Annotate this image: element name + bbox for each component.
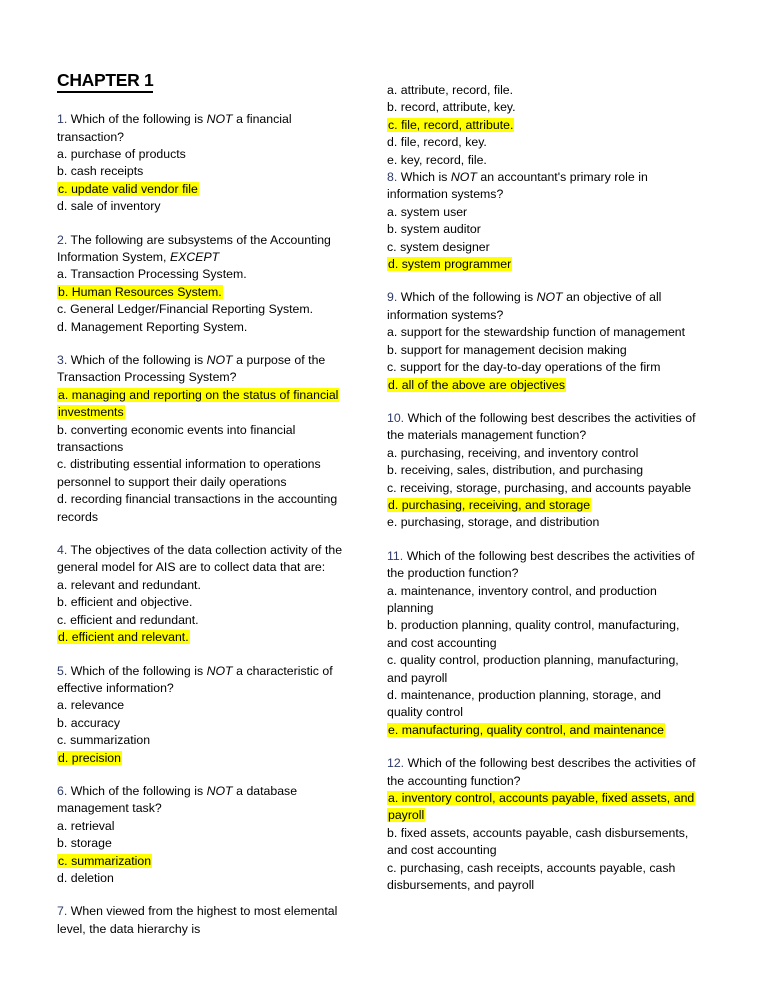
answer-option xyxy=(387,497,697,514)
answer-option xyxy=(387,239,697,256)
answer-option xyxy=(387,221,697,238)
answer-option xyxy=(387,480,697,497)
question-stem-text-tail: a database management task? xyxy=(57,783,298,816)
question-stem xyxy=(57,783,353,818)
question-stem-text: The following are subsystems of the Accounting Information System, xyxy=(57,232,331,264)
question-number: 6. xyxy=(57,783,68,798)
answer-option xyxy=(387,514,697,531)
answer-option xyxy=(57,146,353,163)
question-stem xyxy=(57,352,353,387)
answer-option-text: b. accuracy xyxy=(57,715,120,730)
question-stem xyxy=(387,289,697,324)
answer-option xyxy=(57,456,353,491)
answer-option-text: b. efficient and objective. xyxy=(57,595,193,610)
answer-option xyxy=(57,491,353,526)
answer-option-text: c. General Ledger/Financial Reporting System. xyxy=(57,302,314,317)
question-block xyxy=(387,169,697,273)
answer-option xyxy=(387,652,697,687)
answer-option xyxy=(57,266,353,283)
question-block xyxy=(387,755,697,894)
question-stem xyxy=(387,755,697,790)
answer-option-text: b. system auditor xyxy=(387,222,481,237)
answer-option-text: b. receiving, sales, distribution, and purchasing xyxy=(387,463,644,478)
answer-option-text: c. purchasing, cash receipts, accounts payable, cash disbursements, and payroll xyxy=(387,860,676,893)
question-emphasis-word: NOT xyxy=(206,353,233,367)
question-emphasis-word: NOT xyxy=(450,170,477,185)
question-stem-text: Which of the following is xyxy=(67,783,207,798)
question-stem xyxy=(57,542,353,577)
question-number: 9. xyxy=(387,290,398,305)
question-stem-text-tail: a purpose of the Transaction Processing System? xyxy=(57,353,326,385)
answer-option-highlighted-text: a. managing and reporting on the status of financial investments xyxy=(58,387,339,420)
answer-option xyxy=(57,612,353,629)
answer-option-text: b. converting economic events into financial transactions xyxy=(57,422,296,455)
answer-option-highlighted-text: c. file, record, attribute. xyxy=(388,117,514,132)
answer-option-text: c. support for the day-to-day operations of the firm xyxy=(387,360,661,375)
answer-option xyxy=(387,617,697,652)
answer-option-text: b. storage xyxy=(57,836,112,851)
answer-option xyxy=(57,577,353,594)
answer-option-text: a. purchase of products xyxy=(57,146,186,161)
answer-option xyxy=(57,301,353,318)
answer-option-text: a. attribute, record, file. xyxy=(387,83,514,97)
question-stem-text: Which of the following is xyxy=(67,112,207,127)
question-block xyxy=(387,548,697,739)
answer-option-text: a. Transaction Processing System. xyxy=(57,267,247,282)
question-stem-text-tail: a financial transaction? xyxy=(57,112,292,144)
answer-option-text: b. support for management decision making xyxy=(387,342,627,357)
question-stem-text: Which of the following best describes the activities of the materials management function? xyxy=(387,410,696,443)
continued-option-list xyxy=(387,82,697,169)
question-block xyxy=(387,410,697,532)
answer-option xyxy=(387,134,697,151)
question-block-continued xyxy=(387,82,697,169)
question-stem-text: Which is xyxy=(397,170,451,185)
answer-option xyxy=(387,790,697,825)
answer-option xyxy=(387,359,697,376)
answer-option xyxy=(387,687,697,722)
answer-option xyxy=(57,853,353,870)
question-stem-text: When viewed from the highest to most elemental level, the data hierarchy is xyxy=(57,904,338,936)
answer-option xyxy=(57,387,353,422)
answer-option xyxy=(57,835,353,852)
answer-option xyxy=(57,284,353,301)
question-number: 2. xyxy=(57,232,68,247)
question-number: 10. xyxy=(387,410,405,425)
answer-option-highlighted-text: d. all of the above are objectives xyxy=(388,377,565,392)
question-stem-text: Which of the following is xyxy=(67,353,207,367)
answer-option xyxy=(387,462,697,479)
answer-option xyxy=(387,583,697,618)
question-block xyxy=(387,289,697,393)
answer-option-text: d. maintenance, production planning, storage, and quality control xyxy=(387,688,661,720)
answer-option-text: a. maintenance, inventory control, and production planning xyxy=(387,583,657,615)
answer-option xyxy=(387,825,697,860)
question-stem-text-tail: an objective of all information systems? xyxy=(387,290,662,322)
answer-option xyxy=(57,594,353,611)
answer-option xyxy=(57,697,353,714)
question-block xyxy=(57,663,353,767)
answer-option-text: d. sale of inventory xyxy=(57,199,161,214)
answer-option xyxy=(57,870,353,887)
answer-option-text: c. efficient and redundant. xyxy=(57,612,199,627)
question-number: 3. xyxy=(57,353,68,367)
question-emphasis-word: NOT xyxy=(206,112,233,127)
question-stem xyxy=(387,169,697,204)
question-stem-text-tail: a characteristic of effective information? xyxy=(57,663,333,695)
question-block xyxy=(57,903,353,938)
question-number: 5. xyxy=(57,663,68,678)
answer-option xyxy=(387,117,697,134)
question-stem xyxy=(57,232,353,267)
question-number: 7. xyxy=(57,904,68,919)
answer-option xyxy=(387,152,697,169)
answer-option-text: d. deletion xyxy=(57,870,114,885)
answer-option-text: c. distributing essential information to operations personnel to support their daily operations xyxy=(57,457,321,489)
answer-option xyxy=(57,163,353,180)
question-number: 8. xyxy=(387,170,398,185)
answer-option xyxy=(387,324,697,341)
answer-option xyxy=(387,99,697,116)
answer-option xyxy=(57,715,353,732)
answer-option xyxy=(57,732,353,749)
answer-option-text: d. file, record, key. xyxy=(387,135,487,150)
answer-option-text: a. retrieval xyxy=(57,818,115,833)
answer-option xyxy=(387,445,697,462)
answer-option-highlighted-text: c. update valid vendor file xyxy=(58,181,198,196)
answer-option-text: e. purchasing, storage, and distribution xyxy=(387,515,600,530)
answer-option-text: b. record, attribute, key. xyxy=(387,100,516,115)
answer-option-highlighted-text: e. manufacturing, quality control, and maintenance xyxy=(388,722,664,737)
answer-option xyxy=(387,82,697,99)
answer-option-text: b. fixed assets, accounts payable, cash disbursements, and cost accounting xyxy=(387,825,689,858)
question-emphasis-word: EXCEPT xyxy=(169,249,220,264)
left-question-list xyxy=(57,111,353,938)
answer-option-text: a. relevant and redundant. xyxy=(57,577,201,592)
answer-option-highlighted-text: d. precision xyxy=(58,750,121,765)
question-stem-text: Which of the following best describes the activities of the production function? xyxy=(387,548,695,581)
answer-option xyxy=(387,860,697,895)
answer-option-highlighted-text: b. Human Resources System. xyxy=(58,284,222,299)
answer-option xyxy=(387,377,697,394)
answer-option-highlighted-text: d. purchasing, receiving, and storage xyxy=(388,497,591,512)
question-block xyxy=(57,542,353,646)
answer-option xyxy=(57,319,353,336)
answer-option-highlighted-text: c. summarization xyxy=(58,853,152,868)
answer-option-text: d. recording financial transactions in the accounting records xyxy=(57,492,338,524)
question-block xyxy=(57,352,353,526)
answer-option-text: c. quality control, production planning, manufacturing, and payroll xyxy=(387,653,679,685)
question-stem-text: Which of the following best describes the activities of the accounting function? xyxy=(387,756,696,788)
answer-option-highlighted-text: d. efficient and relevant. xyxy=(58,630,189,645)
answer-option-text: a. purchasing, receiving, and inventory control xyxy=(387,445,639,460)
answer-option xyxy=(57,198,353,215)
question-number: 12. xyxy=(387,756,405,771)
question-stem-text: Which of the following is xyxy=(397,290,537,305)
question-block xyxy=(57,232,353,336)
answer-option-text: e. key, record, file. xyxy=(387,152,487,167)
question-emphasis-word: NOT xyxy=(206,783,233,798)
page-title: CHAPTER 1 xyxy=(57,70,153,93)
answer-option-text: c. system designer xyxy=(387,239,490,254)
answer-option-highlighted-text: a. inventory control, accounts payable, fixed assets, and payroll xyxy=(388,791,695,823)
question-number: 1. xyxy=(57,112,68,127)
right-column xyxy=(387,70,697,894)
question-stem-text: Which of the following is xyxy=(67,663,207,678)
two-column-layout xyxy=(57,70,697,938)
answer-option xyxy=(387,342,697,359)
question-stem xyxy=(57,903,353,938)
right-question-list xyxy=(387,169,697,894)
answer-option-text: c. summarization xyxy=(57,733,151,748)
question-number: 4. xyxy=(57,543,68,558)
answer-option xyxy=(57,181,353,198)
question-stem-text: The objectives of the data collection activity of the general model for AIS are to collect data that are: xyxy=(57,543,343,575)
answer-option-text: a. relevance xyxy=(57,698,125,713)
answer-option-text: c. receiving, storage, purchasing, and accounts payable xyxy=(387,480,692,495)
question-stem xyxy=(387,410,697,445)
answer-option xyxy=(387,722,697,739)
question-block xyxy=(57,783,353,887)
answer-option xyxy=(387,256,697,273)
answer-option xyxy=(57,629,353,646)
question-emphasis-word: NOT xyxy=(206,663,233,678)
answer-option-text: d. Management Reporting System. xyxy=(57,319,248,334)
question-block xyxy=(57,111,353,215)
question-stem xyxy=(57,111,353,146)
question-stem xyxy=(387,548,697,583)
answer-option-text: b. cash receipts xyxy=(57,164,144,179)
answer-option xyxy=(57,422,353,457)
answer-option-text: a. support for the stewardship function of management xyxy=(387,325,686,340)
answer-option xyxy=(57,750,353,767)
answer-option xyxy=(387,204,697,221)
question-number: 11. xyxy=(387,548,404,563)
answer-option-text: a. system user xyxy=(387,204,468,219)
question-emphasis-word: NOT xyxy=(536,290,563,305)
answer-option-text: b. production planning, quality control, manufacturing, and cost accounting xyxy=(387,618,680,650)
question-stem-text-tail: an accountant's primary role in information systems? xyxy=(387,170,648,202)
question-stem xyxy=(57,663,353,698)
left-column xyxy=(57,70,353,938)
answer-option xyxy=(57,818,353,835)
answer-option-highlighted-text: d. system programmer xyxy=(388,257,512,272)
